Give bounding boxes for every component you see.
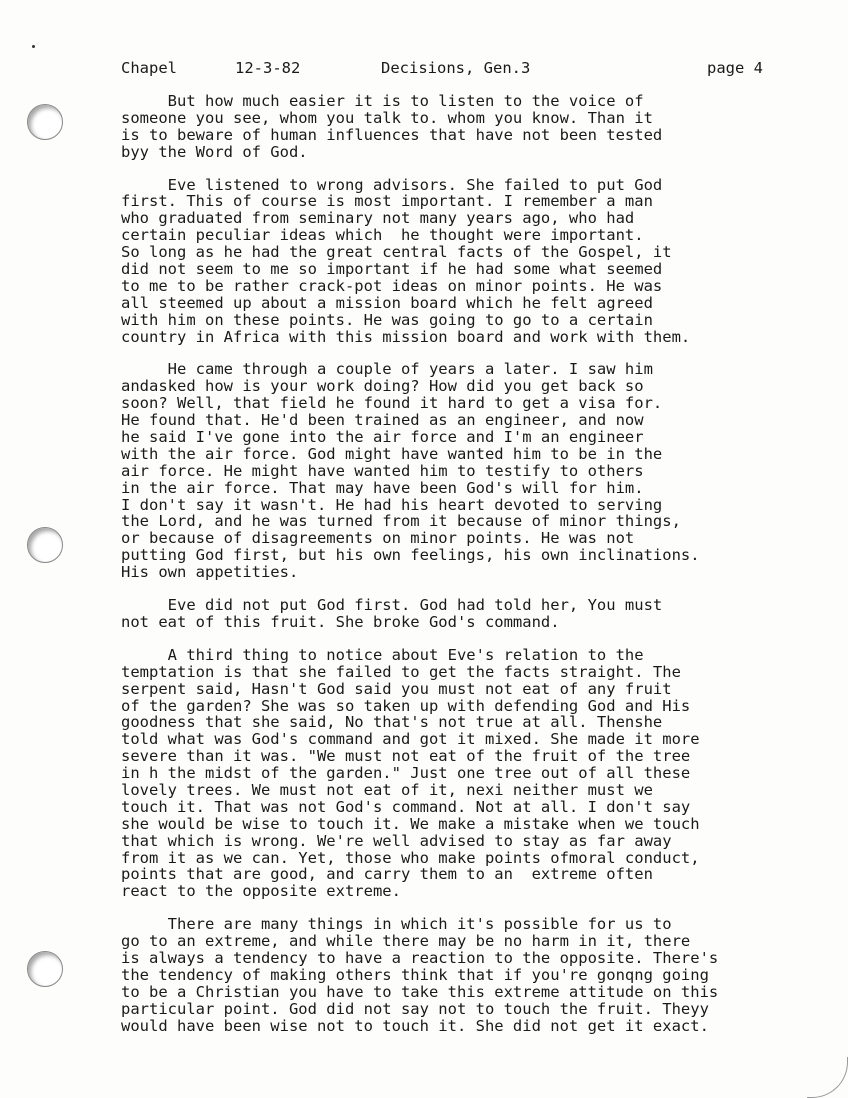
text-line: putting God first, but his own feelings, his own inclinations. — [121, 546, 700, 565]
text-line: He came through a couple of years a later. I saw him — [121, 360, 653, 379]
text-line: andasked how is your work doing? How did you get back so — [121, 377, 644, 396]
text-line: severe than it was. "We must not eat of the fruit of the tree — [121, 747, 691, 766]
text-line: But how much easier it is to listen to the voice of — [121, 92, 644, 110]
page-corner — [807, 1057, 848, 1098]
text-line: from it as we can. Yet, those who make points ofmoral conduct, — [121, 848, 700, 867]
text-line: touch it. That was not God's command. Not at all. I don't say — [121, 797, 691, 816]
text-line: lovely trees. We must not eat of it, nexi neither must we — [121, 780, 653, 799]
header-page-number: page 4 — [707, 59, 763, 77]
text-line: I don't say it wasn't. He had his heart devoted to serving — [121, 495, 663, 514]
text-line: particular point. God did not say not to touch the fruit. Theyy — [121, 999, 709, 1018]
text-line: soon? Well, that field he found it hard to get a visa for. — [121, 394, 663, 413]
binder-hole-middle — [27, 527, 63, 563]
text-line: all steemed up about a mission board which he felt agreed — [121, 293, 653, 312]
text-line: He found that. He'd been trained as an engineer, and now — [121, 411, 644, 430]
text-line: serpent said, Hasn't God said you must not eat of any fruit — [121, 679, 672, 698]
text-line: air force. He might have wanted him to testify to others — [121, 461, 644, 480]
text-line: the Lord, and he was turned from it because of minor things, — [121, 512, 681, 531]
text-line: temptation is that she failed to get the facts straight. The — [121, 662, 681, 681]
text-line: in h the midst of the garden." Just one tree out of all these — [121, 764, 691, 783]
text-line: to be a Christian you have to take this extreme attitude on this — [121, 982, 719, 1001]
text-line: told what was God's command and got it mixed. She made it more — [121, 730, 700, 749]
paragraph — [121, 361, 791, 581]
text-line: So long as he had the great central facts of the Gospel, it — [121, 243, 672, 262]
text-line: would have been wise not to touch it. She did not get it exact. — [121, 1016, 709, 1035]
text-line: is always a tendency to have a reaction to the opposite. There's — [121, 948, 719, 967]
text-line: certain peculiar ideas which he thought were important. — [121, 226, 644, 245]
text-line: she would be wise to touch it. We make a mistake when we touch — [121, 814, 700, 833]
text-line: Eve did not put God first. God had told her, You must — [121, 596, 663, 615]
text-line: in the air force. That may have been God's will for him. — [121, 478, 644, 497]
paragraph — [121, 647, 791, 900]
text-line: with the air force. God might have wanted him to be in the — [121, 444, 663, 463]
ink-speck — [32, 45, 35, 48]
text-line: country in Africa with this mission board and work with them. — [121, 327, 691, 346]
page-header — [121, 58, 763, 78]
paragraph — [121, 597, 791, 631]
header-date: 12-3-82 — [235, 59, 301, 77]
text-line: points that are good, and carry them to an extreme often — [121, 865, 653, 884]
paragraph — [121, 916, 791, 1034]
paragraph — [121, 93, 791, 161]
header-chapel: Chapel — [121, 59, 177, 77]
header-title: Decisions, Gen.3 — [381, 59, 531, 77]
text-line: with him on these points. He was going to go to a certain — [121, 310, 653, 329]
document-body — [121, 93, 791, 1050]
paragraph — [121, 177, 791, 346]
text-line: that which is wrong. We're well advised to stay as far away — [121, 831, 672, 850]
text-line: the tendency of making others think that if you're gonqng going — [121, 965, 709, 984]
text-line: to me to be rather crack-pot ideas on minor points. He was — [121, 276, 663, 295]
text-line: byy the Word of God. — [121, 142, 308, 161]
text-line: or because of disagreements on minor points. He was not — [121, 529, 635, 548]
text-line: someone you see, whom you talk to. whom you know. Than it — [121, 108, 653, 127]
text-line: who graduated from seminary not many years ago, who had — [121, 209, 635, 228]
text-line: he said I've gone into the air force and I'm an engineer — [121, 428, 644, 447]
text-line: of the garden? She was so taken up with defending God and His — [121, 696, 691, 715]
text-line: did not seem to me so important if he had some what seemed — [121, 260, 663, 279]
text-line: There are many things in which it's possible for us to — [121, 915, 672, 934]
text-line: goodness that she said, No that's not true at all. Thenshe — [121, 713, 663, 732]
text-line: not eat of this fruit. She broke God's command. — [121, 612, 560, 631]
text-line: Eve listened to wrong advisors. She failed to put God — [121, 175, 663, 194]
binder-hole-bottom — [27, 951, 63, 987]
text-line: is to beware of human influences that have not been tested — [121, 125, 663, 144]
text-line: His own appetities. — [121, 563, 299, 582]
text-line: react to the opposite extreme. — [121, 882, 401, 901]
text-line: go to an extreme, and while there may be no harm in it, there — [121, 932, 691, 951]
binder-hole-top — [27, 104, 63, 140]
text-line: first. This of course is most important. I remember a man — [121, 192, 653, 211]
text-line: A third thing to notice about Eve's relation to the — [121, 645, 644, 664]
